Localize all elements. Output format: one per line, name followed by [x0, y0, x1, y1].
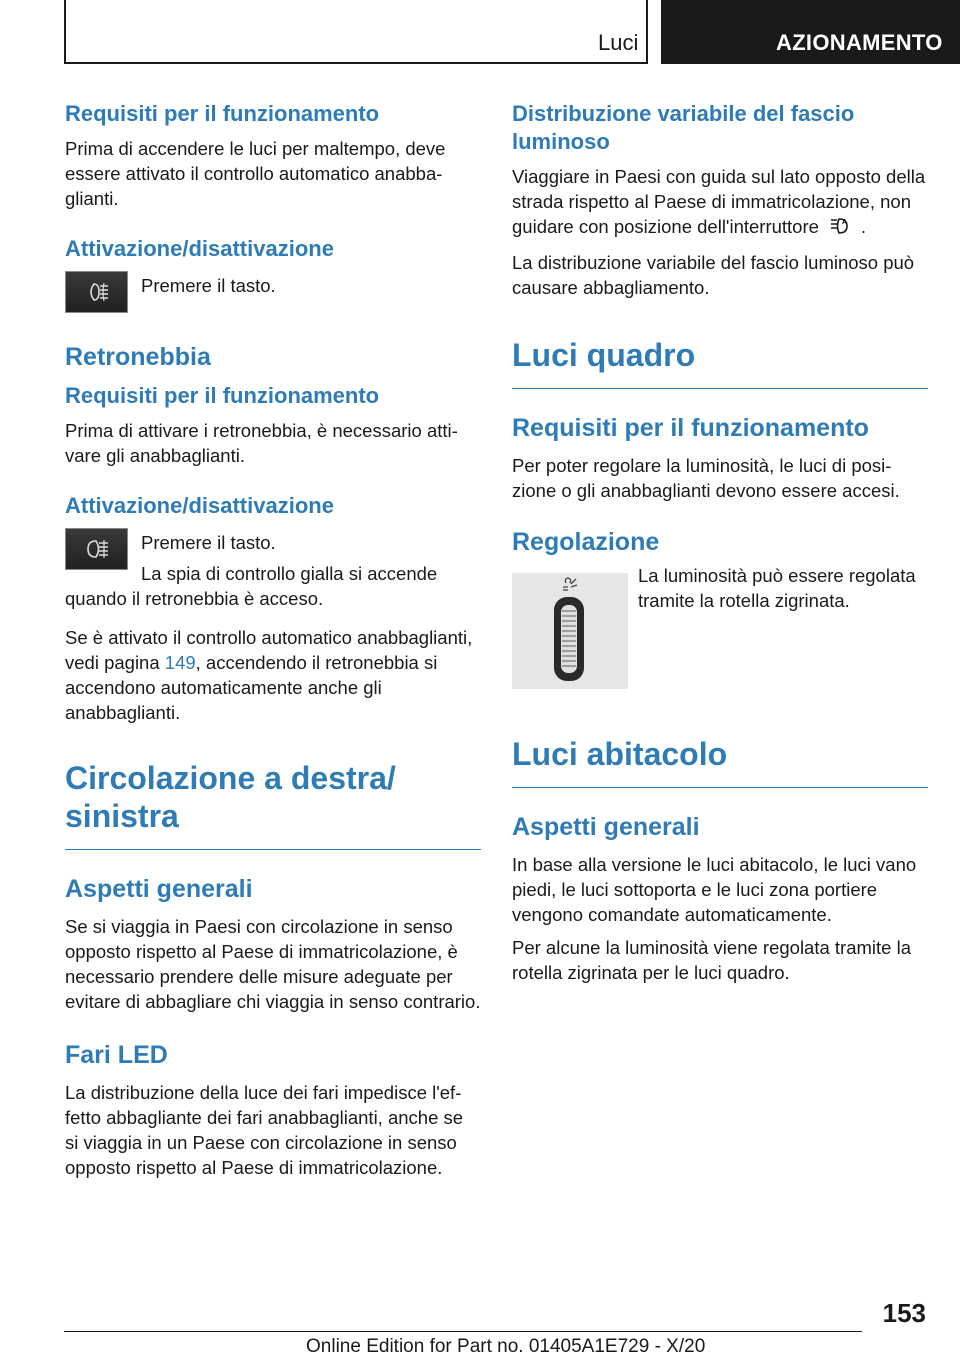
gen-heading-left: Aspetti generali: [65, 875, 253, 903]
fog-heading: Retronebbia: [65, 343, 211, 371]
rear-fog-button-row: [65, 528, 481, 573]
act1-heading: Attivazione/disattivazione: [65, 236, 334, 261]
page-number: 153: [882, 1298, 926, 1328]
auto-headlight-icon: [827, 216, 853, 242]
req2-text: Prima di attivare i retronebbia, è necessario attivare gli anabbaglianti.: [65, 420, 458, 466]
req2-heading: Requisiti per il funzionamento: [65, 383, 380, 408]
rear-fog-light-icon: [65, 528, 128, 570]
act1-text: Premere il tasto.: [141, 275, 276, 296]
dimmer-wheel-icon: [512, 573, 628, 689]
header-chapter-tab: AZIONAMENTO: [661, 0, 960, 64]
var-text-part-b: .: [860, 216, 867, 237]
header-frame: [64, 0, 648, 64]
regolazione-block: [512, 567, 928, 695]
front-fog-button-row: [65, 271, 481, 316]
gen-text-right-2: Per alcune la luminosità viene regolata tramite la rotella zigrinata per le luci quadro.: [512, 937, 911, 983]
act2-heading: Attivazione/disattivazione: [65, 493, 334, 518]
req1-heading: Requisiti per il funzionamento: [65, 101, 380, 126]
led-heading: Fari LED: [65, 1041, 168, 1069]
req1-text: Prima di accendere le luci per maltempo, deve essere attivato il controllo automatico anabbaglianti.: [65, 138, 446, 209]
gen-heading-right: Aspetti generali: [512, 813, 700, 841]
auto-text-part-a: Se è attivato il controllo automatico anabbaglianti, vedi pagina: [65, 627, 473, 673]
var-text-c: La distribuzione variabile del fascio luminoso può causare abbagliamento.: [512, 252, 915, 298]
circ-heading: Circolazione a destra/ sinistra: [65, 759, 481, 850]
svg-text:A: A: [841, 219, 847, 226]
reg-heading: Regolazione: [512, 528, 660, 556]
footer-divider: [64, 1331, 862, 1332]
front-fog-light-icon: [65, 271, 128, 313]
auto-text: [65, 625, 481, 725]
act2-text2: La spia di controllo gialla si accende quando il retronebbia è acceso.: [65, 563, 438, 609]
req-text-right: Per poter regolare la luminosità, le luci di posizione o gli anabbaglianti devono essere accesi.: [512, 455, 900, 501]
var-text: [512, 164, 928, 242]
reg-text: La luminosità può essere regolata tramite la rotella zigrinata.: [638, 567, 916, 611]
gen-text-left: Se si viaggia in Paesi con circolazione in senso opposto rispetto al Paese di immatricolazione, è necessario prendere delle misure adeguate per evitare di abbagliare chi viaggia in senso contrario.: [65, 916, 481, 1012]
var-text-part-a: Viaggiare in Paesi con guida sul lato opposto della strada rispetto al Paese di immatricolazione, non guidare con posizione dell'interruttore: [512, 166, 926, 237]
req-heading-right: Requisiti per il funzionamento: [512, 414, 869, 442]
cabin-heading: Luci abitacolo: [512, 735, 928, 788]
left-column: [65, 100, 481, 1188]
act2-text1: Premere il tasto.: [141, 532, 276, 553]
led-text: La distribuzione della luce dei fari impedisce l'effetto abbagliante dei fari anabbaglianti, anche se si viaggia in un Paese con circolazione in senso opposto rispetto al Paese di immatricolazione.: [65, 1082, 464, 1178]
dash-heading: Luci quadro: [512, 336, 928, 389]
footer-edition: Online Edition for Part no. 01405A1E729 - X/20: [306, 1336, 706, 1357]
header-section-title: Luci: [598, 30, 639, 55]
var-heading: Distribuzione variabile del fascio luminoso: [512, 101, 855, 154]
page-link-149[interactable]: 149: [164, 652, 196, 673]
right-column: [512, 100, 928, 993]
gen-text-right-1: In base alla versione le luci abitacolo, le luci vano piedi, le luci sottoporta e le luci zona portiere vengono comandate automaticamente.: [512, 854, 917, 925]
auto-text-part-b: , accendendo il retronebbia si accendono automaticamente anche gli anabbaglianti.: [65, 652, 438, 723]
